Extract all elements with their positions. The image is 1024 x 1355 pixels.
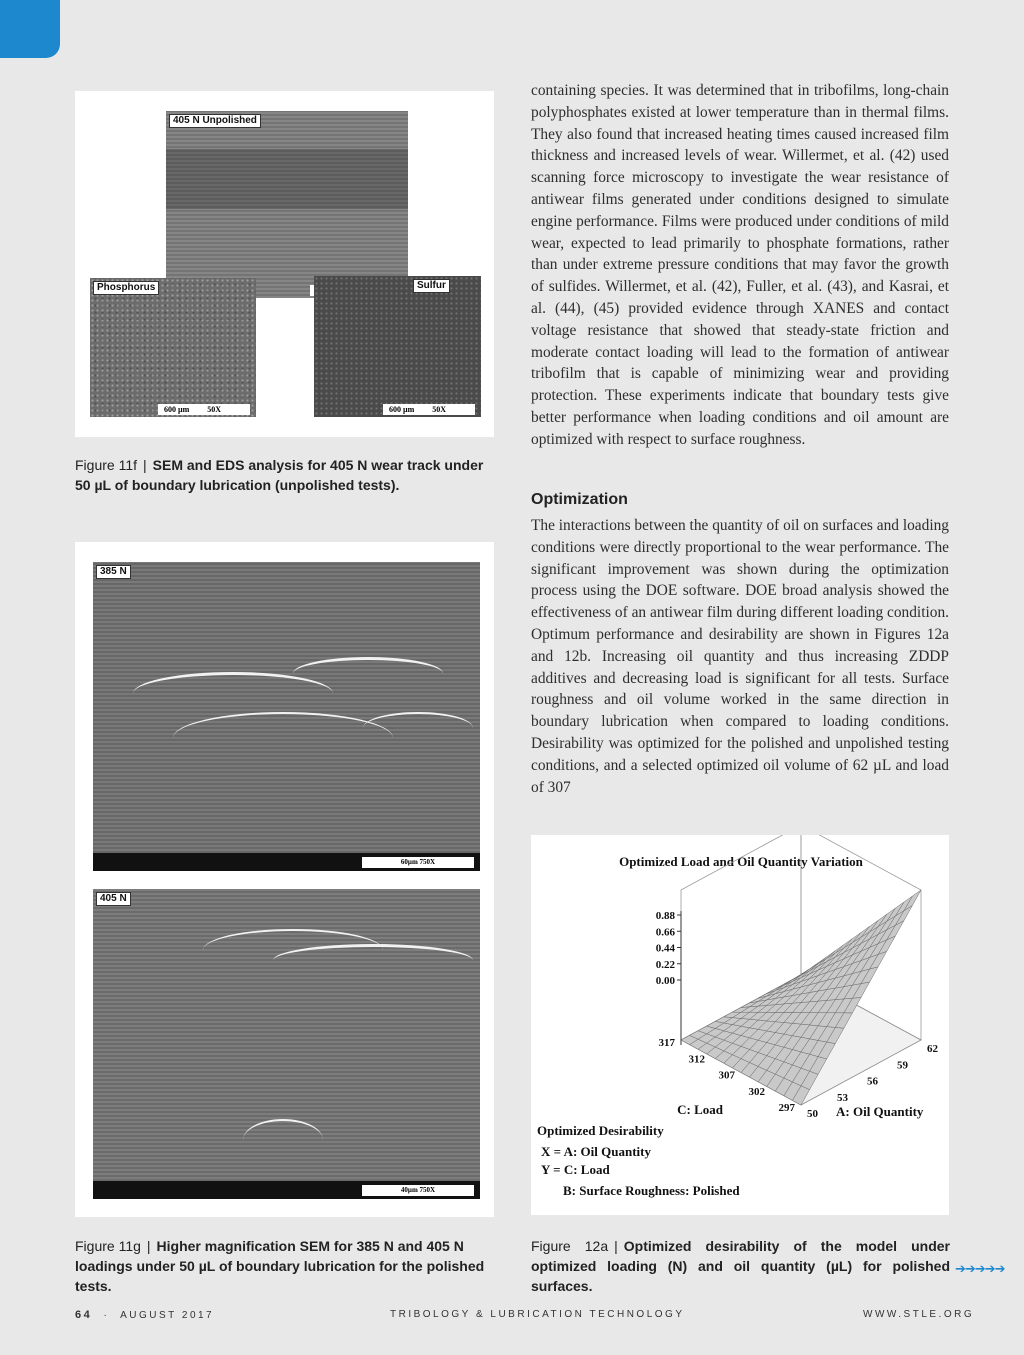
sem-385n-scalebar <box>93 853 480 871</box>
sem-main-image <box>166 111 408 298</box>
chart-load-tick-label: 307 <box>718 1069 735 1082</box>
section-heading-optimization: Optimization <box>531 491 628 508</box>
chart-oil-axis-title: A: Oil Quantity <box>836 1104 924 1119</box>
figure-11f-panel <box>75 91 494 437</box>
chart-title: Optimized Load and Oil Quantity Variation <box>619 854 863 869</box>
sem-385n-image <box>93 562 480 871</box>
chart-oil-tick-label: 62 <box>927 1043 938 1055</box>
continue-arrows-icon: ➔➔➔➔➔ <box>955 1262 1005 1277</box>
chart-oil-tick-label: 53 <box>837 1091 848 1104</box>
chart-legend-line: Y = C: Load <box>541 1162 610 1177</box>
figure-11f-number: Figure 11f <box>75 457 137 473</box>
figure-11f-caption: Figure 11f | SEM and EDS analysis for 405 N wear track under 50 µL of boundary lubrication (unpolished tests). <box>75 457 484 493</box>
eds-phosphorus-scale: 600 µm 50X <box>158 404 250 415</box>
sem-385n-label: 385 N <box>96 565 131 579</box>
figure-11g-caption: Figure 11g | Higher magnification SEM for 385 N and 405 N loadings under 50 µL of boundary lubrication for the polished tests. <box>75 1238 485 1294</box>
chart-z-tick-label: 0.22 <box>655 958 675 971</box>
chart-z-tick-label: 0.88 <box>655 910 675 922</box>
chart-legend-line: B: Surface Roughness: Polished <box>563 1183 740 1198</box>
sem-405n-image <box>93 889 480 1199</box>
figure-12a-caption-text: Optimized desirability of the model under optimized loading (N) and oil quantity (µL) for polished surfaces. <box>531 1238 950 1294</box>
corner-tab <box>0 0 60 58</box>
chart-load-tick-label: 297 <box>778 1102 795 1114</box>
chart-z-tick-label: 0.44 <box>655 942 675 955</box>
sem-385n-scale: 60µm 750X <box>362 857 474 868</box>
footer-journal: TRIBOLOGY & LUBRICATION TECHNOLOGY <box>390 1309 685 1320</box>
chart-oil-tick-label: 56 <box>867 1075 878 1088</box>
figure-11f-caption-text: SEM and EDS analysis for 405 N wear track under 50 µL of boundary lubrication (unpolished tests). <box>75 457 484 493</box>
chart-load-tick-label: 312 <box>688 1053 705 1066</box>
chart-legend-line: Optimized Desirability <box>537 1123 664 1138</box>
sem-405n-label: 405 N <box>96 892 131 906</box>
chart-z-tick-label: 0.00 <box>655 975 675 987</box>
body-paragraph-2: The interactions between the quantity of oil on surfaces and loading conditions were directly proportional to the wear performance. The significant improvement was shown during the optimization process using the DOE software. DOE broad analysis showed the effectiveness of an antiwear film during different loading condition. Optimum performance and desirability are shown in Figures 12a and 12b. Increasing oil quantity and thus increasing ZDDP additives and decreasing load is significant for all tests. Surface roughness and oil volume worked in the same direction in boundary lubrication when compared to loading conditions. Desirability was optimized for the polished and unpolished testing conditions, and a selected optimized oil volume of 62 µL and load of 307 <box>531 517 949 796</box>
chart-legend-line: X = A: Oil Quantity <box>541 1144 651 1159</box>
footer-page-number: 64 <box>75 1309 93 1321</box>
figure-12a-caption: Figure 12a | Optimized desirability of the model under optimized loading (N) and oil quantity (µL) for polished surfaces. <box>531 1238 950 1294</box>
body-paragraph-1: containing species. It was determined that in tribofilms, long-chain polyphosphates existed at lower temperature than in thermal films. They also found that increased heating times caused increased film thickness and increased levels of wear. Willermet, et al. (42) used scanning force microscopy to investigate the wear resistance of antiwear films generated under conditions designed to simulate engine performance. Films were produced under conditions of mild wear, expected to lead primarily to phosphate formations, rather than under extreme pressure conditions that may favor the growth of sulfides. Willermet, et al. (42), Fuller, et al. (43), and Kasrai, et al. (44), (45) provided evidence through XANES and contact voltage resistance that showed that steady-state friction and moderate contact loading will lead to the formation of antiwear tribofilm that is capable of minimizing wear and providing protection. These experiments indicate that boundary tests give better performance when loading conditions and oil amount are optimized with respect to surface roughness. <box>531 82 949 448</box>
footer-page-info <box>75 1309 214 1321</box>
chart-oil-tick-label: 50 <box>807 1108 818 1120</box>
figure-11g-number: Figure 11g <box>75 1238 141 1254</box>
eds-phosphorus-image <box>90 278 256 417</box>
footer-site: WWW.STLE.ORG <box>863 1309 975 1320</box>
chart-load-tick-label: 317 <box>658 1037 675 1049</box>
sem-main-label: 405 N Unpolished <box>169 114 261 128</box>
chart-oil-tick-label: 59 <box>897 1059 908 1072</box>
figure-12a-number: Figure 12a <box>531 1238 609 1254</box>
footer-date: AUGUST 2017 <box>120 1310 215 1321</box>
footer-dot: · <box>103 1310 110 1321</box>
chart-load-tick-label: 302 <box>748 1085 765 1098</box>
surface-chart <box>531 835 949 1215</box>
eds-sulfur-image <box>314 276 481 417</box>
figure-12a-panel <box>531 835 949 1215</box>
eds-phosphorus-label: Phosphorus <box>93 281 159 295</box>
eds-sulfur-scale: 600 µm 50X <box>383 404 475 415</box>
figure-11g-panel <box>75 542 494 1217</box>
sem-405n-scale: 40µm 750X <box>362 1185 474 1196</box>
chart-z-tick-label: 0.66 <box>655 926 675 939</box>
figure-11g-caption-text: Higher magnification SEM for 385 N and 405 N loadings under 50 µL of boundary lubrication for the polished tests. <box>75 1238 485 1294</box>
eds-sulfur-label: Sulfur <box>413 279 450 293</box>
sem-405n-scalebar <box>93 1181 480 1199</box>
chart-load-axis-title: C: Load <box>677 1102 723 1117</box>
